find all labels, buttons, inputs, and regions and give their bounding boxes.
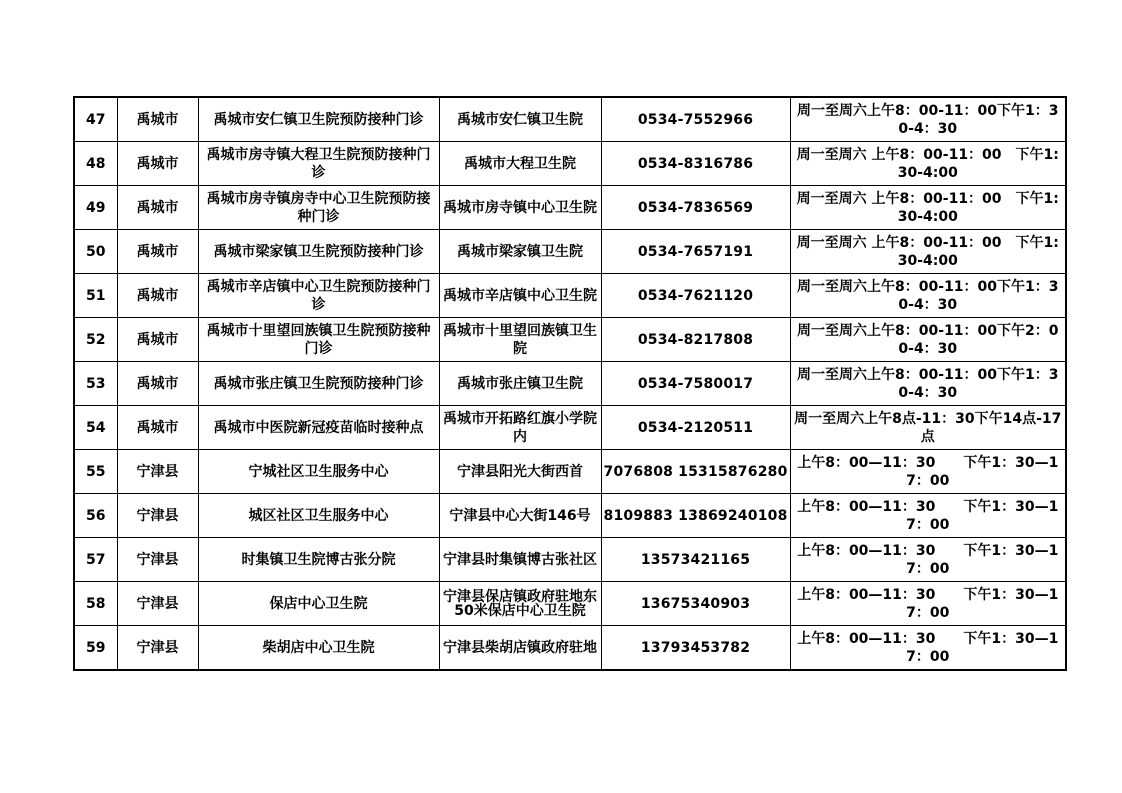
county-cell: 禹城市 bbox=[117, 142, 198, 186]
county-cell: 宁津县 bbox=[117, 450, 198, 494]
address-cell: 禹城市开拓路红旗小学院内 bbox=[439, 406, 601, 450]
phone-cell: 0534-7836569 bbox=[601, 186, 790, 230]
table-row bbox=[74, 538, 1066, 582]
site-name-cell: 时集镇卫生院博古张分院 bbox=[198, 538, 439, 582]
address-cell: 宁津县阳光大街西首 bbox=[439, 450, 601, 494]
hours-cell: 周一至周六上午8：00-11：00下午2：00-4：30 bbox=[790, 318, 1066, 362]
phone-cell: 0534-7621120 bbox=[601, 274, 790, 318]
address-cell: 宁津县时集镇博古张社区 bbox=[439, 538, 601, 582]
address-cell: 禹城市十里望回族镇卫生院 bbox=[439, 318, 601, 362]
phone-cell: 0534-8217808 bbox=[601, 318, 790, 362]
row-number: 50 bbox=[74, 230, 117, 274]
hours-cell: 周一至周六上午8点-11：30下午14点-17点 bbox=[790, 406, 1066, 450]
hours-cell: 上午8：00—11：30 下午1：30—17：00 bbox=[790, 582, 1066, 626]
site-name-cell: 城区社区卫生服务中心 bbox=[198, 494, 439, 538]
row-number: 51 bbox=[74, 274, 117, 318]
phone-cell: 13675340903 bbox=[601, 582, 790, 626]
site-name-cell: 保店中心卫生院 bbox=[198, 582, 439, 626]
county-cell: 禹城市 bbox=[117, 318, 198, 362]
county-cell: 宁津县 bbox=[117, 538, 198, 582]
hours-cell: 上午8：00—11：30 下午1：30—17：00 bbox=[790, 538, 1066, 582]
address-cell: 宁津县中心大街146号 bbox=[439, 494, 601, 538]
county-cell: 禹城市 bbox=[117, 230, 198, 274]
table-row bbox=[74, 362, 1066, 406]
phone-cell: 13573421165 bbox=[601, 538, 790, 582]
county-cell: 宁津县 bbox=[117, 582, 198, 626]
county-cell: 宁津县 bbox=[117, 494, 198, 538]
site-name-cell: 禹城市辛店镇中心卫生院预防接种门诊 bbox=[198, 274, 439, 318]
phone-cell: 0534-7657191 bbox=[601, 230, 790, 274]
address-cell: 禹城市辛店镇中心卫生院 bbox=[439, 274, 601, 318]
phone-cell: 0534-7580017 bbox=[601, 362, 790, 406]
table-row bbox=[74, 142, 1066, 186]
table-row bbox=[74, 274, 1066, 318]
phone-cell: 13793453782 bbox=[601, 626, 790, 671]
hours-cell: 周一至周六 上午8：00-11：00 下午1:30-4:00 bbox=[790, 230, 1066, 274]
hours-cell: 周一至周六 上午8：00-11：00 下午1:30-4:00 bbox=[790, 142, 1066, 186]
site-name-cell: 宁城社区卫生服务中心 bbox=[198, 450, 439, 494]
hours-cell: 上午8：00—11：30 下午1：30—17：00 bbox=[790, 494, 1066, 538]
site-name-cell: 禹城市安仁镇卫生院预防接种门诊 bbox=[198, 97, 439, 142]
address-cell: 禹城市大程卫生院 bbox=[439, 142, 601, 186]
hours-cell: 周一至周六上午8：00-11：00下午1：30-4：30 bbox=[790, 274, 1066, 318]
row-number: 49 bbox=[74, 186, 117, 230]
county-cell: 禹城市 bbox=[117, 274, 198, 318]
phone-cell: 8109883 13869240108 bbox=[601, 494, 790, 538]
table-row bbox=[74, 186, 1066, 230]
site-name-cell: 禹城市中医院新冠疫苗临时接种点 bbox=[198, 406, 439, 450]
row-number: 52 bbox=[74, 318, 117, 362]
county-cell: 禹城市 bbox=[117, 97, 198, 142]
address-cell: 禹城市安仁镇卫生院 bbox=[439, 97, 601, 142]
site-name-cell: 禹城市房寺镇大程卫生院预防接种门诊 bbox=[198, 142, 439, 186]
table-row bbox=[74, 97, 1066, 142]
table-row bbox=[74, 406, 1066, 450]
county-cell: 禹城市 bbox=[117, 362, 198, 406]
hours-cell: 上午8：00—11：30 下午1：30—17：00 bbox=[790, 450, 1066, 494]
hours-cell: 周一至周六上午8：00-11：00下午1：30-4：30 bbox=[790, 97, 1066, 142]
address-cell: 禹城市张庄镇卫生院 bbox=[439, 362, 601, 406]
row-number: 57 bbox=[74, 538, 117, 582]
table-row bbox=[74, 318, 1066, 362]
table-row bbox=[74, 230, 1066, 274]
hours-cell: 周一至周六上午8：00-11：00下午1：30-4：30 bbox=[790, 362, 1066, 406]
address-cell: 禹城市房寺镇中心卫生院 bbox=[439, 186, 601, 230]
phone-cell: 7076808 15315876280 bbox=[601, 450, 790, 494]
row-number: 48 bbox=[74, 142, 117, 186]
address-cell: 禹城市梁家镇卫生院 bbox=[439, 230, 601, 274]
address-cell: 宁津县柴胡店镇政府驻地 bbox=[439, 626, 601, 671]
table-row bbox=[74, 582, 1066, 626]
hours-cell: 周一至周六 上午8：00-11：00 下午1:30-4:00 bbox=[790, 186, 1066, 230]
site-name-cell: 柴胡店中心卫生院 bbox=[198, 626, 439, 671]
table-row bbox=[74, 494, 1066, 538]
table-row bbox=[74, 626, 1066, 671]
vaccination-sites-table bbox=[73, 96, 1067, 671]
phone-cell: 0534-7552966 bbox=[601, 97, 790, 142]
row-number: 53 bbox=[74, 362, 117, 406]
address-cell: 宁津县保店镇政府驻地东50米保店中心卫生院 bbox=[439, 582, 601, 626]
table-body bbox=[74, 97, 1066, 670]
phone-cell: 0534-8316786 bbox=[601, 142, 790, 186]
county-cell: 宁津县 bbox=[117, 626, 198, 671]
row-number: 47 bbox=[74, 97, 117, 142]
row-number: 54 bbox=[74, 406, 117, 450]
table-row bbox=[74, 450, 1066, 494]
phone-cell: 0534-2120511 bbox=[601, 406, 790, 450]
site-name-cell: 禹城市张庄镇卫生院预防接种门诊 bbox=[198, 362, 439, 406]
site-name-cell: 禹城市房寺镇房寺中心卫生院预防接种门诊 bbox=[198, 186, 439, 230]
row-number: 58 bbox=[74, 582, 117, 626]
row-number: 55 bbox=[74, 450, 117, 494]
site-name-cell: 禹城市梁家镇卫生院预防接种门诊 bbox=[198, 230, 439, 274]
row-number: 59 bbox=[74, 626, 117, 671]
hours-cell: 上午8：00—11：30 下午1：30—17：00 bbox=[790, 626, 1066, 671]
county-cell: 禹城市 bbox=[117, 406, 198, 450]
site-name-cell: 禹城市十里望回族镇卫生院预防接种门诊 bbox=[198, 318, 439, 362]
row-number: 56 bbox=[74, 494, 117, 538]
county-cell: 禹城市 bbox=[117, 186, 198, 230]
